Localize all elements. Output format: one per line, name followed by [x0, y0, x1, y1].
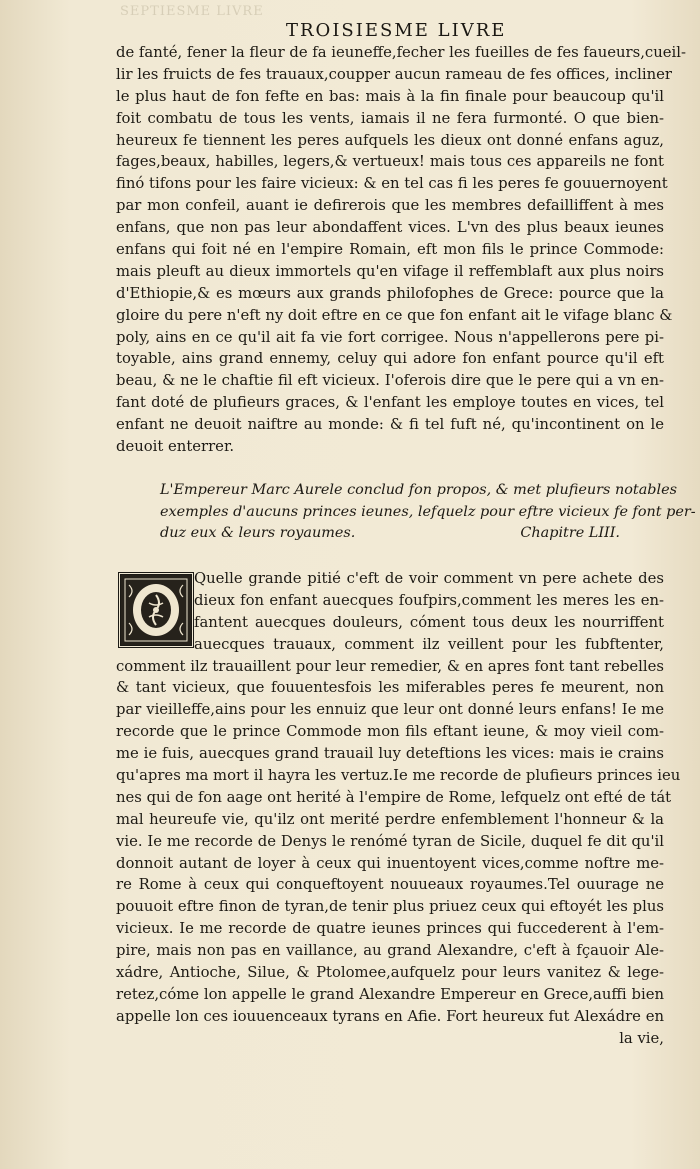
text-line: comment ilz trauaillent pour leur remedier, & en apres font tant rebelles: [116, 657, 664, 675]
bleed-through-text: [120, 4, 580, 19]
text-line: recorde que le prince Commode mon fils eftant ieune, & moy vieil com-: [116, 723, 664, 741]
text-line: auecques trauaux, comment ilz veillent pour les fubftenter,: [194, 635, 664, 653]
text-line: donnoit autant de loyer à ceux qui inuentoyent vices,comme noftre me-: [116, 854, 664, 872]
body-text-top: [116, 42, 686, 458]
text-line: fant doté de plufieurs graces, & l'enfant les employe toutes en vices, tel: [116, 394, 664, 412]
text-line: fages,beaux, habilles, legers,& vertueux! mais tous ces appareils ne font: [116, 153, 664, 171]
text-line: foit combatu de tous les vents, iamais il ne fera furmonté. O que bien-: [116, 109, 664, 127]
text-line: par vieilleffe,ains pour les ennuiz que leur ont donné leurs enfans! Ie me: [116, 701, 664, 719]
text-line: Quelle grande pitié c'eft de voir comment vn pere achete des: [194, 570, 664, 587]
text-line: vicieux. Ie me recorde de quatre ieunes princes qui fuccederent à l'em-: [116, 920, 664, 938]
summary-line: L'Empereur Marc Aurele conclud fon propos, & met plufieurs notables: [160, 482, 678, 498]
text-line: par mon confeil, auant ie defirerois que les membres defailliffent à mes: [116, 197, 664, 215]
text-line: beau, & ne le chaftie fil eft vicieux. I'oferois dire que le pere qui a vn en-: [116, 372, 664, 390]
text-line: retez,cóme lon appelle le grand Alexandre Empereur en Grece,auffi bien: [116, 985, 664, 1003]
text-line: pire, mais non pas en vaillance, au grand Alexandre, c'eft à fçauoir Ale-: [116, 942, 664, 960]
text-line: deuoit enterrer.: [116, 438, 235, 456]
catchword: la vie,: [619, 1029, 664, 1047]
body-text-chapter: [116, 568, 681, 1050]
text-line: enfans qui foit né en l'empire Romain, eft mon fils le prince Commode:: [116, 241, 664, 259]
chapter-summary: [160, 480, 696, 545]
text-line: vie. Ie me recorde de Denys le renómé tyran de Sicile, duquel fe dit qu'il: [116, 832, 664, 850]
text-line: enfans, que non pas leur abondaffent vices. L'vn des plus beaux ieunes: [116, 219, 664, 237]
summary-line-end: duz eux & leurs royaumes.: [160, 525, 356, 541]
text-line: fantent auecques douleurs, cóment tous deux les nourriffent: [194, 613, 664, 631]
text-line: d'Ethiopie,& es mœurs aux grands philofophes de Grece: pource que la: [116, 284, 664, 302]
text-line: le plus haut de fon fefte en bas: mais à la fin finale pour beaucoup qu'il: [116, 87, 664, 105]
text-line: mal heureufe vie, qu'ilz ont merité perdre enfemblement l'honneur & la: [116, 810, 664, 828]
text-line: appelle lon ces iouuenceaux tyrans en Afie. Fort heureux fut Alexádre en: [116, 1007, 664, 1025]
text-line: enfant ne deuoit naiftre au monde: & fi tel fuft né, qu'incontinent on le: [116, 416, 664, 434]
text-line: poly, ains en ce qu'il ait fa vie fort corrigee. Nous n'appellerons pere pi-: [116, 328, 664, 346]
summary-line: exemples d'aucuns princes ieunes, lefquelz pour eftre vicieux fe font per-: [160, 503, 696, 520]
chapter-number: Chapitre LIII.: [520, 525, 620, 541]
text-line: de fanté, fener la fleur de fa ieuneffe,fecher les fueilles de fes faueurs,cueil-: [116, 44, 686, 61]
text-line: xádre, Antioche, Silue, & Ptolomee,aufquelz pour leurs vanitez & lege-: [116, 964, 664, 982]
text-line: heureux fe tiennent les peres aufquels les dieux ont donné enfans aguz,: [116, 131, 664, 149]
text-line: toyable, ains grand ennemy, celuy qui adore fon enfant pource qu'il eft: [116, 350, 664, 368]
text-line: lir les fruicts de fes trauaux,coupper aucun rameau de fes offices, incliner: [116, 65, 672, 83]
running-head: TROISIESME LIVRE: [286, 20, 507, 41]
text-line: finó tifons pour les faire vicieux: & en tel cas fi les peres fe gouuernoyent: [116, 175, 668, 193]
bleed-through-heading: SEPTIESME LIVRE: [120, 4, 264, 19]
text-line: nes qui de fon aage ont herité à l'empire de Rome, lefquelz ont efté de tát: [116, 788, 672, 806]
text-line: qu'apres ma mort il hayra les vertuz.Ie me recorde de plufieurs princes ieu: [116, 767, 681, 785]
text-line: mais pleuft au dieux immortels qu'en vifage il reffemblaft aux plus noirs: [116, 262, 664, 280]
text-line: & tant vicieux, que fouuentesfois les miferables peres fe meurent, non: [116, 679, 664, 697]
text-line: re Rome à ceux qui conqueftoyent nouueaux royaumes.Tel ouurage ne: [116, 876, 664, 894]
text-line: dieux fon enfant auecques foufpirs,comment les meres les en-: [194, 591, 664, 609]
summary-line: [160, 523, 620, 545]
text-line: gloire du pere n'eft ny doit eftre en ce que fon enfant ait le vifage blanc &: [116, 306, 673, 324]
text-line: pouuoit eftre finon de tyran,de tenir plus priuez ceux qui eftoyét les plus: [116, 898, 664, 916]
text-line: me ie fuis, auecques grand trauail luy deteftions les vices: mais ie crains: [116, 745, 664, 763]
